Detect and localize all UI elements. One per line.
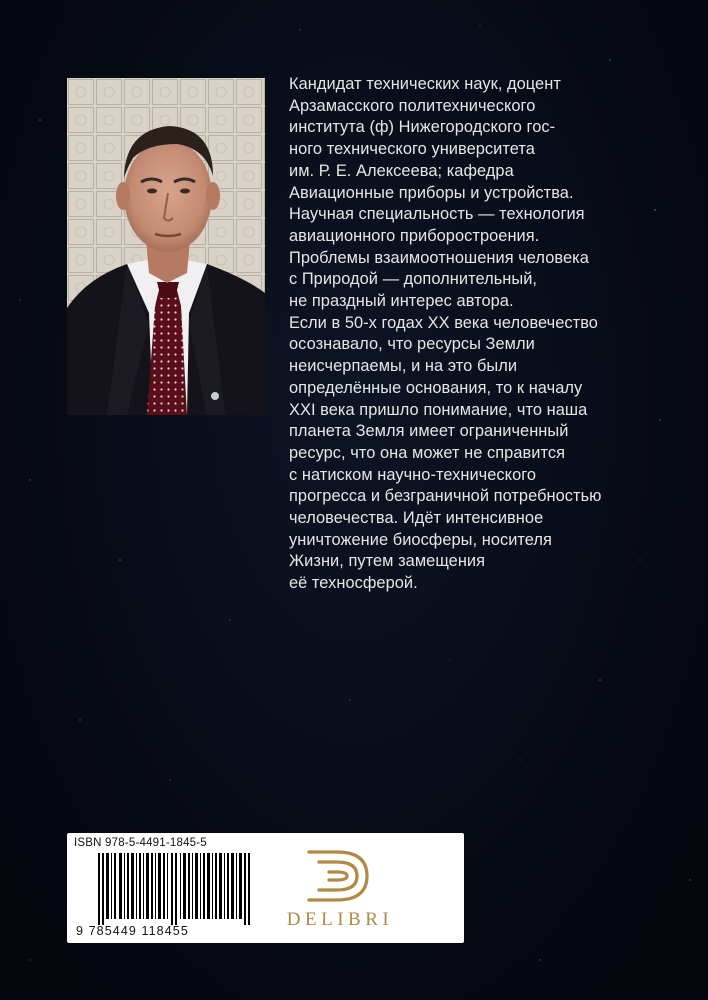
- publisher-logo-icon: [303, 846, 375, 906]
- bio-line: планета Земля имеет ограниченный: [289, 422, 569, 441]
- bio-line: человечества. Идёт интенсивное: [289, 509, 544, 528]
- bio-line: ного технического университета: [289, 140, 535, 159]
- barcode: [98, 853, 258, 925]
- bio-line: не праздный интерес автора.: [289, 292, 514, 311]
- bio-line: прогресса и безграничной потребностью: [289, 487, 602, 506]
- bio-line: её техносферой.: [289, 574, 418, 593]
- bio-line: с натиском научно-технического: [289, 465, 537, 484]
- author-bio: [289, 74, 619, 595]
- bio-line: с Природой — дополнительный,: [289, 270, 538, 289]
- bio-line: Авиационные приборы и устройства.: [289, 183, 574, 202]
- bio-line: неисчерпаемы, и на это были: [289, 357, 518, 376]
- publisher-name: DELIBRI: [286, 909, 394, 930]
- bio-line: Проблемы взаимоотношения человека: [289, 248, 589, 267]
- bio-line: института (ф) Нижегородского гос-: [289, 118, 556, 137]
- isbn-barcode-panel: [67, 833, 464, 943]
- bio-line: Арзамасского политехнического: [289, 96, 536, 115]
- bio-line: определённые основания, то к началу: [289, 378, 583, 397]
- isbn-label: ISBN 978-5-4491-1845-5: [74, 837, 207, 849]
- bio-line: Жизни, путем замещения: [289, 552, 486, 571]
- bio-line: XXI века пришло понимание, что наша: [289, 400, 588, 419]
- bio-line: Если в 50-х годах XX века человечество: [289, 313, 598, 332]
- author-photo: [67, 78, 265, 415]
- bio-line: им. Р. Е. Алексеева; кафедра: [289, 161, 514, 180]
- bio-line: Научная специальность — технология: [289, 205, 585, 224]
- barcode-number: 9 785449 118455: [76, 924, 189, 938]
- bio-line: авиационного приборостроения.: [289, 226, 540, 245]
- bio-line: уничтожение биосферы, носителя: [289, 530, 552, 549]
- bio-line: осознавало, что ресурсы Земли: [289, 335, 535, 354]
- bio-line: Кандидат технических наук, доцент: [289, 75, 561, 93]
- bio-line: ресурс, что она может не справится: [289, 443, 566, 462]
